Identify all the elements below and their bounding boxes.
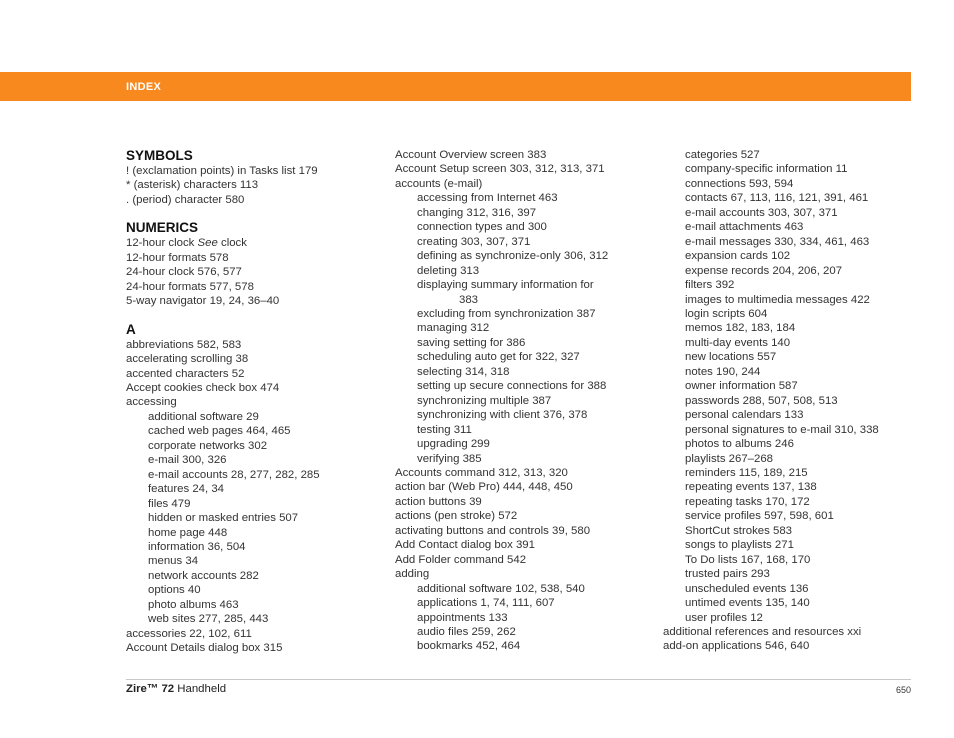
- index-subentry: information 36, 504: [148, 540, 246, 553]
- index-subentry: features 24, 34: [148, 483, 224, 496]
- index-subentry: e-mail attachments 463: [685, 221, 804, 234]
- header-bar: [0, 72, 911, 101]
- index-subentry: multi-day events 140: [685, 336, 791, 349]
- index-subentry: excluding from synchronization 387: [417, 307, 596, 320]
- footer-product-suffix: Handheld: [174, 683, 227, 695]
- index-subentry: options 40: [148, 584, 201, 597]
- index-subentry: e-mail 300, 326: [148, 454, 227, 467]
- index-subentry: applications 1, 74, 111, 607: [417, 597, 555, 610]
- index-entry: add-on applications 546, 640: [663, 640, 810, 653]
- index-subentry: photo albums 463: [148, 598, 239, 611]
- index-entry: accented characters 52: [126, 367, 245, 380]
- see-target: clock: [217, 237, 247, 250]
- index-subentry: appointments 133: [417, 611, 508, 624]
- index-entry: Accept cookies check box 474: [126, 381, 280, 394]
- see-reference: See: [197, 237, 218, 250]
- index-subentry: trusted pairs 293: [685, 568, 770, 581]
- index-subentry: verifying 385: [417, 452, 482, 465]
- index-subentry: corporate networks 302: [148, 439, 268, 452]
- index-subentry: home page 448: [148, 526, 228, 539]
- index-entry: additional references and resources xxi: [663, 625, 862, 638]
- index-subentry: songs to playlists 271: [685, 539, 794, 552]
- index-subentry: personal calendars 133: [685, 409, 804, 422]
- index-subentry: e-mail messages 330, 334, 461, 463: [685, 235, 870, 248]
- index-subentry: expense records 204, 206, 207: [685, 264, 843, 277]
- footer-product-name: Zire™ 72: [126, 683, 175, 695]
- index-subentry: e-mail accounts 28, 277, 282, 285: [148, 468, 320, 481]
- index-entry: 24-hour clock 576, 577: [126, 266, 242, 279]
- index-subentry: new locations 557: [685, 351, 777, 364]
- index-subentry: playlists 267–268: [685, 452, 774, 465]
- index-subentry: reminders 115, 189, 215: [685, 466, 808, 479]
- index-subentry: changing 312, 316, 397: [417, 206, 537, 219]
- index-entry: 12-hour formats 578: [126, 251, 229, 264]
- index-subentry: contacts 67, 113, 116, 121, 391, 461: [685, 192, 869, 205]
- index-subentry: personal signatures to e-mail 310, 338: [685, 423, 879, 436]
- index-subentry: cached web pages 464, 465: [148, 425, 291, 438]
- index-subentry: web sites 277, 285, 443: [148, 613, 269, 626]
- index-subentry: company-specific information 11: [685, 163, 848, 176]
- index-entry: [126, 236, 386, 250]
- index-subentry: creating 303, 307, 371: [417, 235, 531, 248]
- index-subentry: hidden or masked entries 507: [148, 512, 299, 525]
- index-entry: . (period) character 580: [126, 193, 245, 206]
- index-subentry: setting up secure connections for 388: [417, 380, 607, 393]
- index-subentry: network accounts 282: [148, 569, 259, 582]
- index-entry: abbreviations 582, 583: [126, 338, 242, 351]
- index-subentry: login scripts 604: [685, 307, 768, 320]
- index-subentry: connections 593, 594: [685, 177, 794, 190]
- index-subentry: ShortCut strokes 583: [685, 524, 792, 537]
- index-entry-text: 12-hour clock: [126, 237, 198, 250]
- index-subentry: filters 392: [685, 279, 735, 292]
- index-subentry: service profiles 597, 598, 601: [685, 510, 834, 523]
- index-subentry: accessing from Internet 463: [417, 192, 558, 205]
- index-entry: accelerating scrolling 38: [126, 353, 249, 366]
- index-subentry: 383: [459, 293, 479, 306]
- page-number: 650: [895, 685, 911, 695]
- index-subentry: To Do lists 167, 168, 170: [685, 553, 811, 566]
- index-entry: actions (pen stroke) 572: [395, 510, 518, 523]
- index-entry: accessing: [126, 396, 177, 409]
- index-subentry: passwords 288, 507, 508, 513: [685, 394, 838, 407]
- index-entry: accessories 22, 102, 611: [126, 627, 252, 640]
- index-entry: Add Folder command 542: [395, 553, 527, 566]
- index-column-1: [126, 148, 386, 656]
- index-subentry: unscheduled events 136: [685, 582, 809, 595]
- index-subentry: bookmarks 452, 464: [417, 640, 521, 653]
- index-entry: ! (exclamation points) in Tasks list 179: [126, 165, 318, 177]
- index-subentry: menus 34: [148, 555, 199, 568]
- index-subentry: synchronizing with client 376, 378: [417, 409, 588, 422]
- index-subentry: untimed events 135, 140: [685, 597, 810, 610]
- index-subentry: additional software 102, 538, 540: [417, 582, 585, 595]
- index-entry: Account Details dialog box 315: [126, 642, 283, 655]
- index-entry: 5-way navigator 19, 24, 36–40: [126, 295, 280, 308]
- index-subentry: owner information 587: [685, 380, 798, 393]
- index-subentry: upgrading 299: [417, 438, 490, 451]
- index-subentry: audio files 259, 262: [417, 625, 516, 638]
- index-subentry: scheduling auto get for 322, 327: [417, 351, 580, 364]
- footer-product: [126, 683, 226, 695]
- index-subentry: repeating tasks 170, 172: [685, 495, 810, 508]
- index-entry: adding: [395, 568, 430, 581]
- index-subentry: categories 527: [685, 149, 760, 161]
- index-entry: action bar (Web Pro) 444, 448, 450: [395, 481, 573, 494]
- index-subentry: memos 182, 183, 184: [685, 322, 796, 335]
- page-title: INDEX: [126, 81, 162, 93]
- index-subentry: displaying summary information for: [417, 279, 594, 292]
- index-entry: activating buttons and controls 39, 580: [395, 524, 591, 537]
- index-entry: accounts (e-mail): [395, 177, 483, 190]
- index-subentry: user profiles 12: [685, 611, 763, 624]
- index-subentry: repeating events 137, 138: [685, 481, 817, 494]
- index-entry: Account Overview screen 383: [395, 149, 547, 161]
- index-subentry: synchronizing multiple 387: [417, 394, 552, 407]
- index-subentry: e-mail accounts 303, 307, 371: [685, 206, 838, 219]
- index-subentry: connection types and 300: [417, 221, 547, 234]
- index-section-heading: NUMERICS: [126, 220, 199, 236]
- index-entry: 24-hour formats 577, 578: [126, 280, 254, 293]
- index-entry: Add Contact dialog box 391: [395, 539, 535, 552]
- index-subentry: managing 312: [417, 322, 490, 335]
- index-subentry: photos to albums 246: [685, 438, 794, 451]
- index-entry: action buttons 39: [395, 495, 482, 508]
- index-entry: * (asterisk) characters 113: [126, 179, 259, 192]
- index-entry: Account Setup screen 303, 312, 313, 371: [395, 163, 605, 176]
- index-subentry: expansion cards 102: [685, 250, 791, 263]
- footer-divider: [126, 679, 911, 680]
- index-subentry: deleting 313: [417, 264, 480, 277]
- index-subentry: selecting 314, 318: [417, 365, 510, 378]
- index-subentry: files 479: [148, 497, 191, 510]
- index-section-heading: A: [126, 321, 136, 337]
- index-subentry: notes 190, 244: [685, 365, 761, 378]
- index-entry: Accounts command 312, 313, 320: [395, 466, 568, 479]
- index-subentry: defining as synchronize-only 306, 312: [417, 250, 609, 263]
- index-subentry: saving setting for 386: [417, 336, 526, 349]
- index-column-2: [395, 148, 657, 654]
- index-subentry: testing 311: [417, 423, 472, 436]
- index-subentry: images to multimedia messages 422: [685, 293, 870, 306]
- index-subentry: additional software 29: [148, 410, 259, 423]
- index-column-3: [663, 148, 908, 654]
- index-section-heading: SYMBOLS: [126, 148, 193, 163]
